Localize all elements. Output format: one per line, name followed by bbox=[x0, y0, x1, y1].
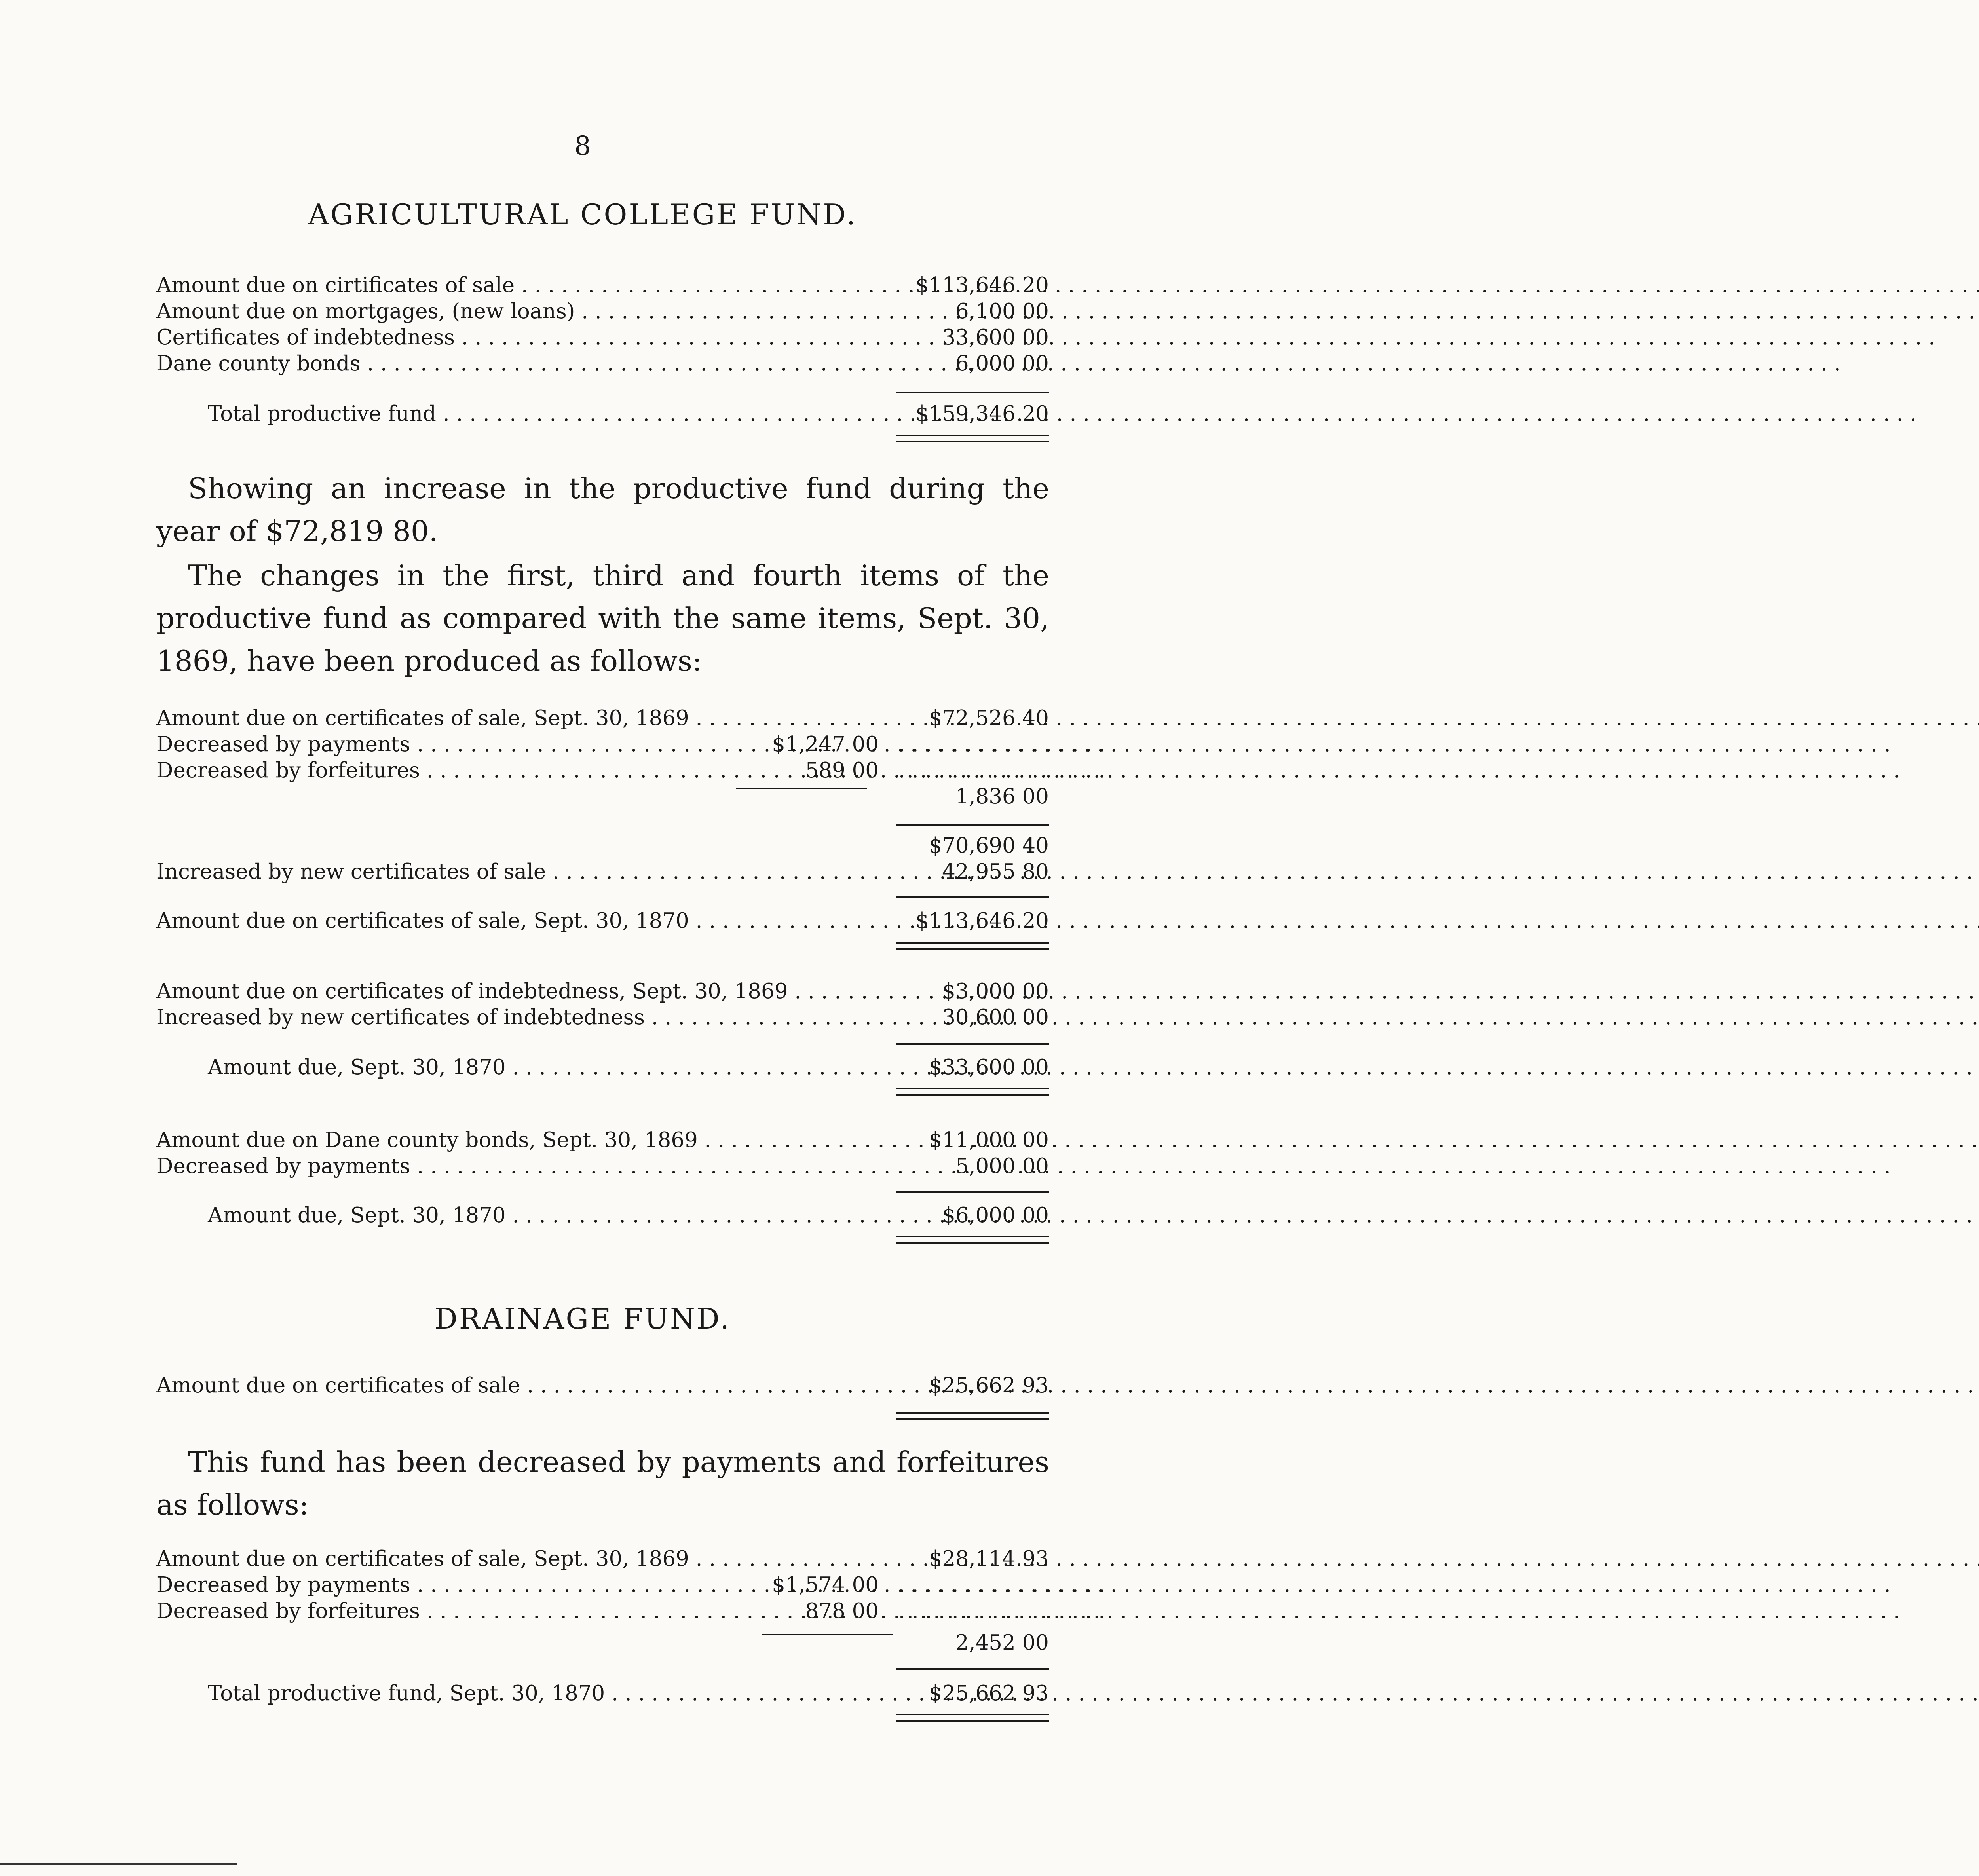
row-label: Increased by new certificates of sale . . . bbox=[156, 860, 881, 884]
dot-leader: . . . . . . . . . . . . . . . . bbox=[898, 732, 1105, 756]
drain-item-row bbox=[156, 1373, 1049, 1399]
row-label: Increased by new certificates of indebtedness . . . bbox=[156, 1005, 881, 1029]
row-amount: $28,114 93 bbox=[929, 1547, 1049, 1571]
drain-forfeitures-row bbox=[156, 1599, 1105, 1625]
sum-rule bbox=[896, 1668, 1049, 1670]
row-label: Amount due on certificates of sale, Sept. 30, 1870 . . . bbox=[156, 909, 881, 933]
paragraph-text: This fund has been decreased by payments and forfeitures as follows: bbox=[156, 1445, 1049, 1521]
row-amount: $25,662 93 bbox=[929, 1373, 1049, 1398]
row-label: Amount due on Dane county bonds, Sept. 30, 1869 . . . bbox=[156, 1128, 881, 1152]
certs-closing-row bbox=[156, 909, 1049, 935]
item-label: Amount due on cirtificates of sale . . . bbox=[156, 273, 881, 297]
certs-decrease-total-row bbox=[156, 784, 1049, 811]
total-label: Total productive fund, Sept. 30, 1870 . . . bbox=[208, 1681, 881, 1705]
item-amount: 33,600 00 bbox=[942, 325, 1049, 349]
certs-payments-row bbox=[156, 732, 1105, 758]
row-label: Decreased by forfeitures . . . bbox=[156, 758, 742, 782]
page-number: 8 bbox=[574, 131, 591, 161]
row-mid-amount: 878 00 bbox=[805, 1599, 879, 1623]
double-rule bbox=[896, 1412, 1049, 1420]
item-amount: $113,646 20 bbox=[915, 273, 1049, 297]
agri-item-certificates bbox=[156, 273, 1049, 299]
row-mid-amount: $1,574 00 bbox=[772, 1573, 879, 1597]
certs-subtotal-row bbox=[156, 834, 1049, 860]
row-label: Decreased by payments . . . bbox=[156, 732, 742, 756]
agri-item-mortgages bbox=[156, 299, 1049, 325]
dot-leader: . . . . . . . . . . . . . . . . bbox=[898, 1599, 1105, 1623]
item-label: Amount due on mortgages, (new loans) . . . bbox=[156, 299, 881, 323]
row-label: Decreased by payments . . . bbox=[156, 1573, 742, 1597]
row-amount: $3,000 00 bbox=[942, 979, 1049, 1003]
dot-leader: . . . . . . . . . . . . . . . . bbox=[898, 758, 1105, 782]
row-amount: 42,955 80 bbox=[942, 860, 1049, 884]
bonds-payments-row bbox=[156, 1154, 1049, 1180]
footer-rule bbox=[0, 1863, 237, 1865]
dot-leader: . . . . . . . . . . . . . . . . bbox=[898, 1573, 1105, 1597]
paragraph-text: The changes in the first, third and fourth items of the productive fund as compared with the same items, Sept. 30, 1869, have been produced as follows: bbox=[156, 559, 1049, 678]
double-rule bbox=[896, 1088, 1049, 1096]
sum-rule bbox=[896, 1043, 1049, 1045]
double-rule bbox=[896, 1714, 1049, 1722]
row-label: Amount due on certificates of sale, Sept. 30, 1869 . . . bbox=[156, 706, 881, 730]
total-amount: $25,662 93 bbox=[929, 1681, 1049, 1705]
item-label: Certificates of indebtedness . . . bbox=[156, 325, 881, 349]
decrease-total: 1,836 00 bbox=[955, 784, 1049, 809]
total-label: Total productive fund . . . bbox=[208, 402, 881, 426]
increase-paragraph bbox=[156, 467, 1049, 553]
bonds-opening-row bbox=[156, 1128, 1049, 1154]
row-label: Amount due, Sept. 30, 1870 . . . bbox=[208, 1203, 881, 1227]
item-amount: 6,000 00 bbox=[955, 351, 1049, 376]
row-amount: 5,000 00 bbox=[955, 1154, 1049, 1178]
decrease-total: 2,452 00 bbox=[955, 1631, 1049, 1655]
row-amount: 30,600 00 bbox=[942, 1005, 1049, 1029]
row-amount: $72,526 40 bbox=[929, 706, 1049, 730]
row-label: Amount due on certificates of sale . . . bbox=[156, 1373, 881, 1398]
double-rule bbox=[896, 1236, 1049, 1244]
item-label: Dane county bonds . . . bbox=[156, 351, 881, 376]
certs-forfeitures-row bbox=[156, 758, 1105, 784]
certs-opening-row bbox=[156, 706, 1049, 732]
row-label: Amount due on certificates of indebtedness, Sept. 30, 1869 . . . bbox=[156, 979, 881, 1003]
row-mid-amount: $1,247 00 bbox=[772, 732, 879, 756]
drain-payments-row bbox=[156, 1573, 1105, 1599]
certs-increase-row bbox=[156, 860, 1049, 886]
indebt-closing-row bbox=[208, 1055, 1049, 1081]
row-label: Decreased by forfeitures . . . bbox=[156, 1599, 742, 1623]
row-amount: $113,646 20 bbox=[915, 909, 1049, 933]
row-amount: $6,000 00 bbox=[942, 1203, 1049, 1227]
double-rule bbox=[896, 435, 1049, 442]
sum-rule bbox=[896, 824, 1049, 826]
drain-decrease-total-row bbox=[156, 1631, 1049, 1657]
sum-rule bbox=[896, 896, 1049, 898]
drain-total-row bbox=[208, 1681, 1049, 1707]
changes-paragraph bbox=[156, 554, 1049, 682]
double-rule bbox=[896, 942, 1049, 950]
indebt-opening-row bbox=[156, 979, 1049, 1005]
paragraph-text: Showing an increase in the productive fund during the year of $72,819 80. bbox=[156, 472, 1049, 548]
indebt-increase-row bbox=[156, 1005, 1049, 1031]
agri-total-row bbox=[208, 402, 1049, 428]
item-amount: 6,100 00 bbox=[955, 299, 1049, 323]
row-mid-amount: 589 00 bbox=[805, 758, 879, 782]
total-amount: $159,346 20 bbox=[915, 402, 1049, 426]
agricultural-fund-title: AGRICULTURAL COLLEGE FUND. bbox=[308, 198, 857, 231]
drain-paragraph bbox=[156, 1441, 1049, 1526]
agri-item-indebtedness bbox=[156, 325, 1049, 351]
row-label: Decreased by payments . . . bbox=[156, 1154, 881, 1178]
row-amount: $11,000 00 bbox=[929, 1128, 1049, 1152]
drain-opening-row bbox=[156, 1547, 1049, 1573]
sum-rule bbox=[896, 1191, 1049, 1193]
bonds-closing-row bbox=[208, 1203, 1049, 1229]
row-label: Amount due on certificates of sale, Sept. 30, 1869 . . . bbox=[156, 1547, 881, 1571]
drainage-fund-title: DRAINAGE FUND. bbox=[434, 1302, 731, 1335]
agri-item-bonds bbox=[156, 351, 1049, 378]
sum-rule bbox=[896, 392, 1049, 393]
subtotal-amount: $70,690 40 bbox=[929, 834, 1049, 858]
row-amount: $33,600 00 bbox=[929, 1055, 1049, 1079]
row-label: Amount due, Sept. 30, 1870 . . . bbox=[208, 1055, 881, 1079]
